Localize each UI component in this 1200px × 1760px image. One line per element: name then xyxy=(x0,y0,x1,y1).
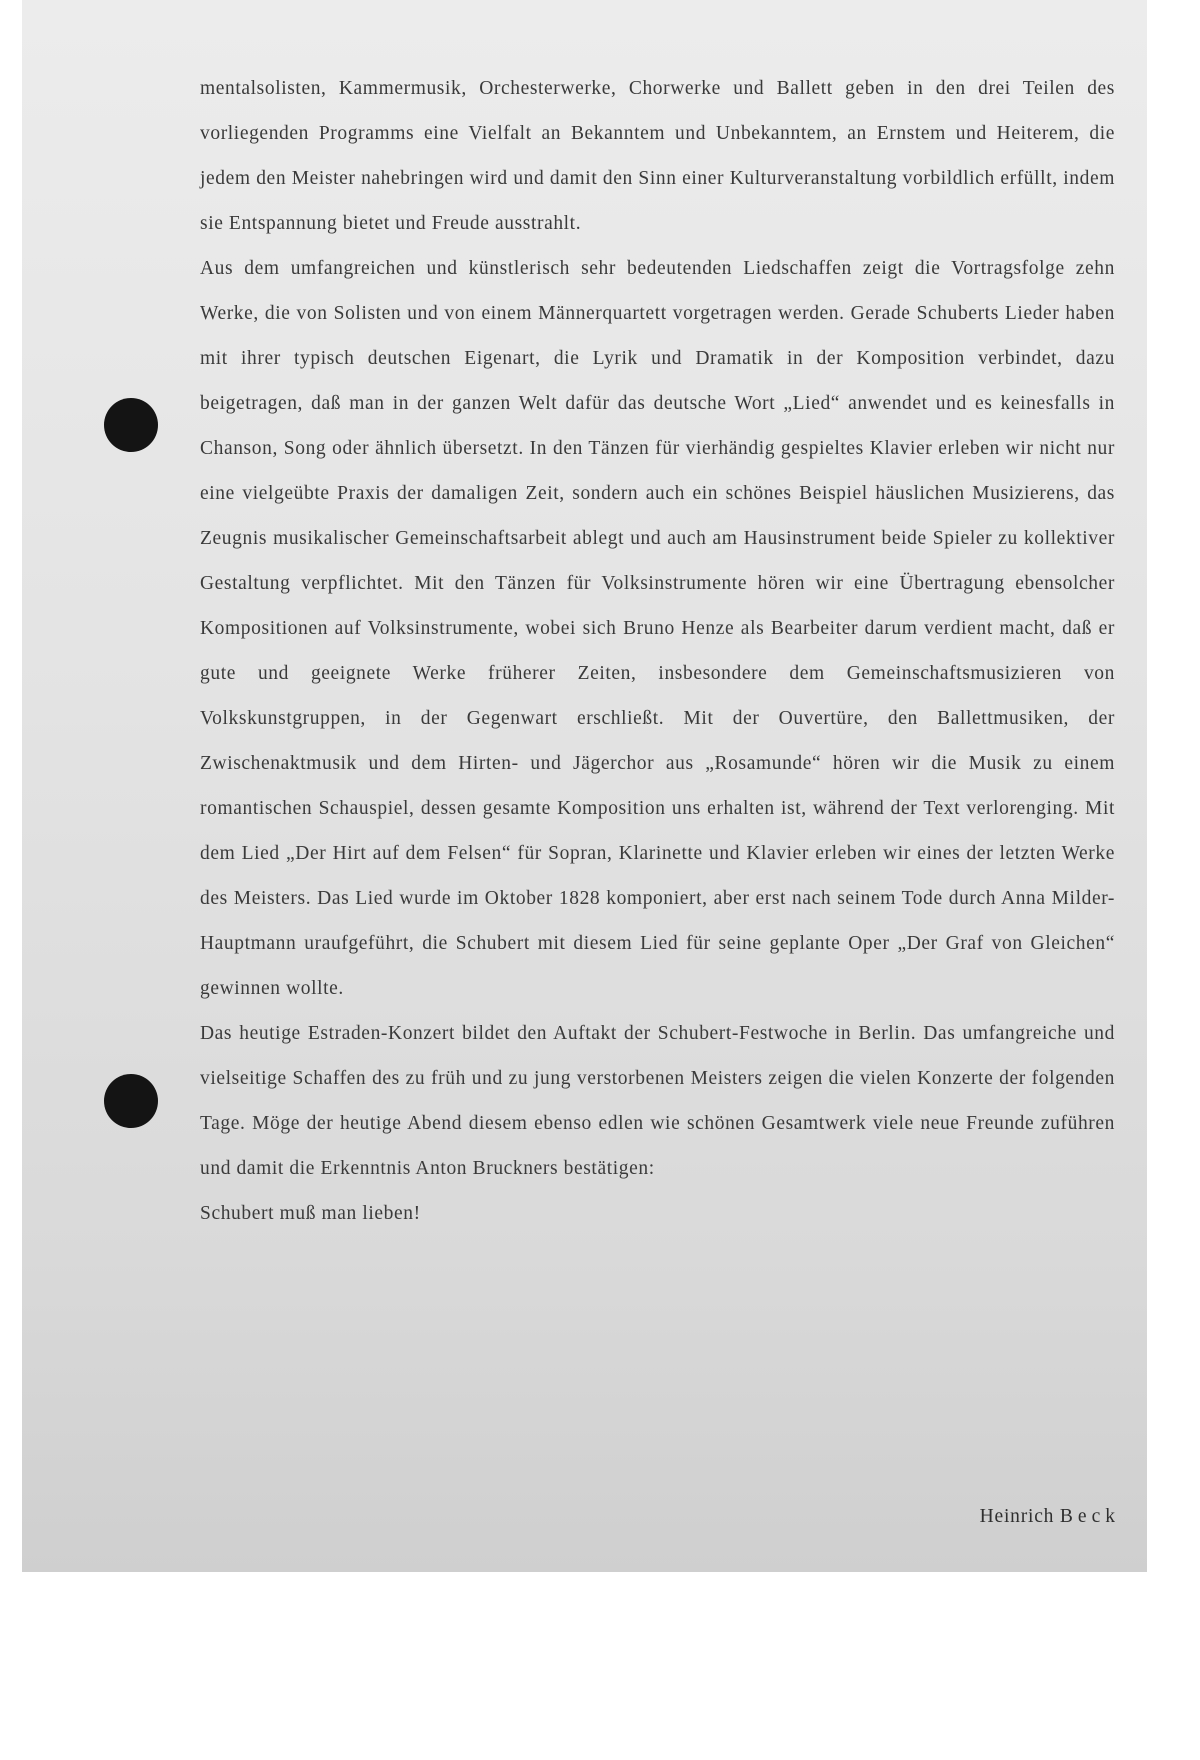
body-text xyxy=(200,66,1115,1236)
signature-first-name: Heinrich xyxy=(979,1506,1055,1527)
paragraph-intro: mentalsolisten, Kammermusik, Orchesterwerke, Chorwerke und Ballett geben in den drei Teilen des vorliegenden Programms eine Vielfalt an Bekanntem und Unbekanntem, an Ernstem und Heiterem, die jedem den Meister nahebringen wird und damit den Sinn einer Kulturveranstaltung vorbildlich erfüllt, indem sie Entspannung bietet und Freude ausstrahlt. xyxy=(200,78,1115,234)
signature-last-name: Beck xyxy=(1059,1506,1120,1527)
punch-hole-top xyxy=(104,398,158,452)
paragraph-liedschaffen: Aus dem umfangreichen und künstlerisch sehr bedeutenden Liedschaffen zeigt die Vortragsfolge zehn Werke, die von Solisten und von einem Männerquartett vorgetragen werden. Gerade Schuberts Lieder haben mit ihrer typisch deutschen Eigenart, die Lyrik und Dramatik in der Komposition verbindet, dazu beigetragen, daß man in der ganzen Welt dafür das deutsche Wort „Lied“ anwendet und es keinesfalls in Chanson, Song oder ähnlich übersetzt. In den Tänzen für vierhändig gespieltes Klavier erleben wir nicht nur eine vielgeübte Praxis der damaligen Zeit, sondern auch ein schönes Beispiel häuslichen Musizierens, das Zeugnis musikalischer Gemeinschaftsarbeit ablegt und auch am Hausinstrument beide Spieler zu kollektiver Gestaltung verpflichtet. Mit den Tänzen für Volksinstrumente hören wir eine Übertragung ebensolcher Kompositionen auf Volksinstrumente, wobei sich Bruno Henze als Bearbeiter darum verdient macht, daß er gute und geeignete Werke früherer Zeiten, insbesondere dem Gemeinschaftsmusizieren von Volkskunstgruppen, in der Gegenwart erschließt. Mit der Ouvertüre, den Ballettmusiken, der Zwischenaktmusik und dem Hirten- und Jägerchor aus „Rosamunde“ hören wir die Musik zu einem romantischen Schauspiel, dessen gesamte Komposition uns erhalten ist, während der Text verlorenging. Mit dem Lied „Der Hirt auf dem Felsen“ für Sopran, Klarinette und Klavier erleben wir eines der letzten Werke des Meisters. Das Lied wurde im Oktober 1828 komponiert, aber erst nach seinem Tode durch Anna Milder-Hauptmann uraufgeführt, die Schubert mit diesem Lied für seine geplante Oper „Der Graf von Gleichen“ gewinnen wollte. xyxy=(200,258,1115,999)
signature xyxy=(980,1506,1120,1528)
paragraph-festwoche: Das heutige Estraden-Konzert bildet den Auftakt der Schubert-Festwoche in Berlin. Das umfangreiche und vielseitige Schaffen des zu früh und zu jung verstorbenen Meisters zeigen die vielen Konzerte der folgenden Tage. Möge der heutige Abend diesem ebenso edlen wie schönen Gesamtwerk viele neue Freunde zuführen und damit die Erkenntnis Anton Bruckners bestätigen: xyxy=(200,1023,1115,1179)
closing-line: Schubert muß man lieben! xyxy=(200,1203,421,1224)
punch-hole-bottom xyxy=(104,1074,158,1128)
